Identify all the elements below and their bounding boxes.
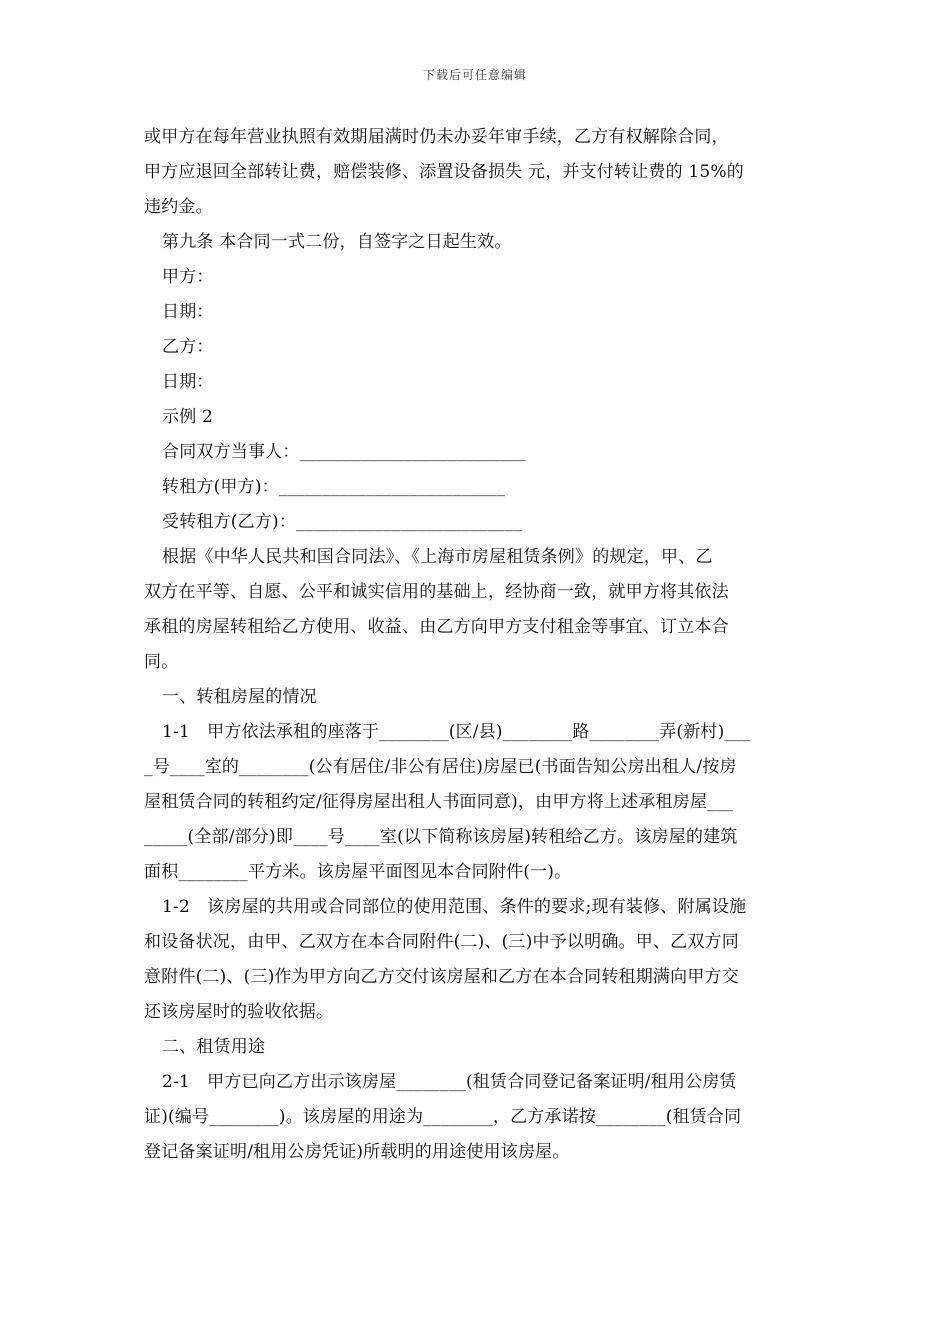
document-line: 1-2 该房屋的共用或合同部位的使用范围、条件的要求;现有装修、附属设施	[162, 897, 747, 917]
document-line: 和设备状况，由甲、乙双方在本合同附件(二)、(三)中予以明确。甲、乙双方同	[144, 932, 739, 952]
document-line: 第九条 本合同一式二份，自签字之日起生效。	[162, 232, 512, 252]
page-header: 下载后可任意编辑	[422, 68, 527, 82]
document-line: 屋租赁合同的转租约定/征得房屋出租人书面同意)，由甲方将上述承租房屋___	[144, 792, 734, 812]
document-line: _号____室的________(公有居住/非公有居住)房屋已(书面告知公房出租人/按房	[144, 757, 737, 777]
document-line: 违约金。	[144, 197, 213, 217]
document-line: 证)(编号________)。该房屋的用途为________，乙方承诺按________(租赁合同	[144, 1107, 742, 1127]
document-line: 日期：	[162, 302, 214, 322]
document-line: 根据《中华人民共和国合同法》、《上海市房屋租赁条例》的规定，甲、乙	[162, 547, 713, 567]
document-line: 登记备案证明/租用公房凭证)所载明的用途使用该房屋。	[144, 1142, 570, 1162]
document-line: 一、转租房屋的情况	[162, 687, 317, 707]
document-line: 受转租方(乙方)：__________________________	[162, 512, 523, 532]
document-line: 双方在平等、自愿、公平和诚实信用的基础上，经协商一致，就甲方将其依法	[144, 582, 729, 602]
document-line: 合同双方当事人：__________________________	[162, 442, 526, 462]
document-line: 示例 2	[162, 407, 214, 427]
document-line: 还该房屋时的验收依据。	[144, 1002, 334, 1022]
document-line: 2-1 甲方已向乙方出示该房屋________(租赁合同登记备案证明/租用公房赁	[162, 1072, 737, 1092]
document-line: 1-1 甲方依法承租的座落于________(区/县)________路________弄(新村)___	[162, 722, 751, 742]
document-body	[144, 120, 808, 1170]
document-line: 或甲方在每年营业执照有效期届满时仍未办妥年审手续，乙方有权解除合同，	[144, 127, 729, 147]
document-line: 意附件(二)、(三)作为甲方向乙方交付该房屋和乙方在本合同转租期满向甲方交	[144, 967, 739, 987]
document-line: 面积________平方米。该房屋平面图见本合同附件(一)。	[144, 862, 572, 882]
document-line: 甲方应退回全部转让费，赔偿装修、添置设备损失 元，并支付转让费的 15%的	[144, 162, 744, 182]
document-line: 乙方：	[162, 337, 214, 357]
document-line: 转租方(甲方)：__________________________	[162, 477, 506, 497]
document-line: _____(全部/部分)即____号____室(以下简称该房屋)转租给乙方。该房屋的建筑	[144, 827, 738, 847]
document-line: 承租的房屋转租给乙方使用、收益、由乙方向甲方支付租金等事宜、订立本合	[144, 617, 729, 637]
document-line: 同。	[144, 652, 179, 672]
document-line: 日期：	[162, 372, 214, 392]
document-line: 甲方：	[162, 267, 214, 287]
document-line: 二、租赁用途	[162, 1037, 266, 1057]
